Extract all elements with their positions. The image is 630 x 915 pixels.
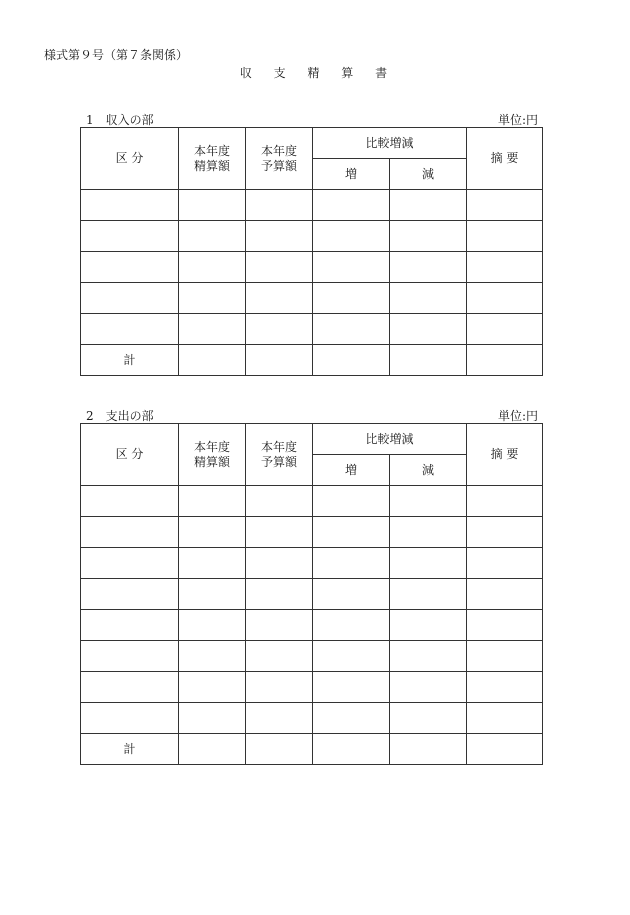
total-label: 計	[81, 734, 179, 765]
decrease-header: 減	[390, 455, 467, 486]
income-unit-label: 単位:円	[497, 113, 538, 127]
increase-cell[interactable]	[313, 610, 390, 641]
increase-cell[interactable]	[313, 672, 390, 703]
income-table	[80, 127, 543, 376]
budget-cell[interactable]	[246, 314, 313, 345]
settled-total-cell[interactable]	[179, 345, 246, 376]
remarks-total-cell[interactable]	[467, 734, 543, 765]
budget-total-cell[interactable]	[246, 345, 313, 376]
decrease-cell[interactable]	[390, 548, 467, 579]
remarks-cell[interactable]	[467, 486, 543, 517]
budget-cell[interactable]	[246, 672, 313, 703]
increase-cell[interactable]	[313, 221, 390, 252]
category-header: 区 分	[81, 128, 179, 190]
increase-header: 増	[313, 455, 390, 486]
budget-cell[interactable]	[246, 252, 313, 283]
remarks-cell[interactable]	[467, 703, 543, 734]
increase-cell[interactable]	[313, 190, 390, 221]
decrease-cell[interactable]	[390, 221, 467, 252]
budget-cell[interactable]	[246, 283, 313, 314]
budget-amount-header-line1: 本年度	[260, 439, 297, 454]
increase-cell[interactable]	[313, 283, 390, 314]
expense-row	[81, 579, 543, 610]
remarks-cell[interactable]	[467, 314, 543, 345]
settled-cell[interactable]	[179, 283, 246, 314]
increase-cell[interactable]	[313, 548, 390, 579]
settled-cell[interactable]	[179, 221, 246, 252]
category-cell[interactable]	[81, 610, 179, 641]
category-cell[interactable]	[81, 579, 179, 610]
settled-amount-header	[179, 128, 246, 190]
budget-cell[interactable]	[246, 486, 313, 517]
income-row	[81, 190, 543, 221]
expense-row	[81, 486, 543, 517]
remarks-total-cell[interactable]	[467, 345, 543, 376]
decrease-cell[interactable]	[390, 252, 467, 283]
total-label: 計	[81, 345, 179, 376]
category-cell[interactable]	[81, 517, 179, 548]
decrease-cell[interactable]	[390, 517, 467, 548]
settled-amount-header-line1: 本年度	[193, 143, 230, 158]
expense-row	[81, 610, 543, 641]
income-row	[81, 252, 543, 283]
income-row	[81, 283, 543, 314]
budget-total-cell[interactable]	[246, 734, 313, 765]
settled-cell[interactable]	[179, 548, 246, 579]
settled-cell[interactable]	[179, 252, 246, 283]
expense-row	[81, 703, 543, 734]
comparison-header: 比較増減	[313, 128, 467, 159]
expense-total-row	[81, 734, 543, 765]
budget-cell[interactable]	[246, 548, 313, 579]
expense-row	[81, 672, 543, 703]
category-cell[interactable]	[81, 314, 179, 345]
expense-table	[80, 423, 543, 765]
settled-amount-header-line1: 本年度	[193, 439, 230, 454]
decrease-header: 減	[390, 159, 467, 190]
decrease-cell[interactable]	[390, 610, 467, 641]
category-cell[interactable]	[81, 252, 179, 283]
settled-amount-header	[179, 424, 246, 486]
category-cell[interactable]	[81, 548, 179, 579]
remarks-cell[interactable]	[467, 283, 543, 314]
category-cell[interactable]	[81, 283, 179, 314]
category-cell[interactable]	[81, 486, 179, 517]
increase-cell[interactable]	[313, 703, 390, 734]
remarks-cell[interactable]	[467, 221, 543, 252]
expense-section-heading: 2 支出の部	[86, 409, 154, 423]
settled-cell[interactable]	[179, 517, 246, 548]
budget-cell[interactable]	[246, 641, 313, 672]
increase-cell[interactable]	[313, 579, 390, 610]
settled-total-cell[interactable]	[179, 734, 246, 765]
decrease-cell[interactable]	[390, 672, 467, 703]
expense-row	[81, 641, 543, 672]
increase-header: 増	[313, 159, 390, 190]
settled-amount-header-line2: 精算額	[193, 158, 230, 173]
budget-amount-header-line2: 予算額	[260, 454, 297, 469]
settled-amount-header-line2: 精算額	[193, 454, 230, 469]
expense-row	[81, 517, 543, 548]
category-header: 区 分	[81, 424, 179, 486]
remarks-cell[interactable]	[467, 579, 543, 610]
budget-cell[interactable]	[246, 190, 313, 221]
category-cell[interactable]	[81, 672, 179, 703]
expense-unit-label: 単位:円	[497, 409, 538, 423]
income-total-row	[81, 345, 543, 376]
category-cell[interactable]	[81, 641, 179, 672]
increase-cell[interactable]	[313, 252, 390, 283]
decrease-cell[interactable]	[390, 314, 467, 345]
decrease-total-cell[interactable]	[390, 345, 467, 376]
decrease-cell[interactable]	[390, 579, 467, 610]
category-cell[interactable]	[81, 221, 179, 252]
increase-cell[interactable]	[313, 486, 390, 517]
remarks-header: 摘 要	[467, 128, 543, 190]
settled-cell[interactable]	[179, 579, 246, 610]
decrease-cell[interactable]	[390, 703, 467, 734]
budget-cell[interactable]	[246, 579, 313, 610]
budget-amount-header-line2: 予算額	[260, 158, 297, 173]
budget-cell[interactable]	[246, 610, 313, 641]
remarks-cell[interactable]	[467, 672, 543, 703]
budget-cell[interactable]	[246, 517, 313, 548]
remarks-cell[interactable]	[467, 190, 543, 221]
budget-cell[interactable]	[246, 221, 313, 252]
budget-amount-header	[246, 128, 313, 190]
budget-amount-header	[246, 424, 313, 486]
expense-row	[81, 548, 543, 579]
income-row	[81, 221, 543, 252]
decrease-cell[interactable]	[390, 190, 467, 221]
remarks-header: 摘 要	[467, 424, 543, 486]
increase-total-cell[interactable]	[313, 734, 390, 765]
budget-cell[interactable]	[246, 703, 313, 734]
remarks-cell[interactable]	[467, 252, 543, 283]
comparison-header: 比較増減	[313, 424, 467, 455]
increase-cell[interactable]	[313, 314, 390, 345]
decrease-cell[interactable]	[390, 283, 467, 314]
settled-cell[interactable]	[179, 486, 246, 517]
category-cell[interactable]	[81, 190, 179, 221]
increase-total-cell[interactable]	[313, 345, 390, 376]
remarks-cell[interactable]	[467, 610, 543, 641]
settled-cell[interactable]	[179, 610, 246, 641]
decrease-total-cell[interactable]	[390, 734, 467, 765]
decrease-cell[interactable]	[390, 486, 467, 517]
budget-amount-header-line1: 本年度	[260, 143, 297, 158]
category-cell[interactable]	[81, 703, 179, 734]
income-section-heading: 1 収入の部	[86, 113, 154, 127]
increase-cell[interactable]	[313, 517, 390, 548]
settled-cell[interactable]	[179, 703, 246, 734]
decrease-cell[interactable]	[390, 641, 467, 672]
settled-cell[interactable]	[179, 190, 246, 221]
remarks-cell[interactable]	[467, 641, 543, 672]
increase-cell[interactable]	[313, 641, 390, 672]
form-number: 様式第９号（第７条関係）	[44, 48, 189, 62]
remarks-cell[interactable]	[467, 548, 543, 579]
settled-cell[interactable]	[179, 314, 246, 345]
document-title: 収 支 精 算 書	[239, 66, 397, 80]
income-row	[81, 314, 543, 345]
remarks-cell[interactable]	[467, 517, 543, 548]
settled-cell[interactable]	[179, 641, 246, 672]
settled-cell[interactable]	[179, 672, 246, 703]
